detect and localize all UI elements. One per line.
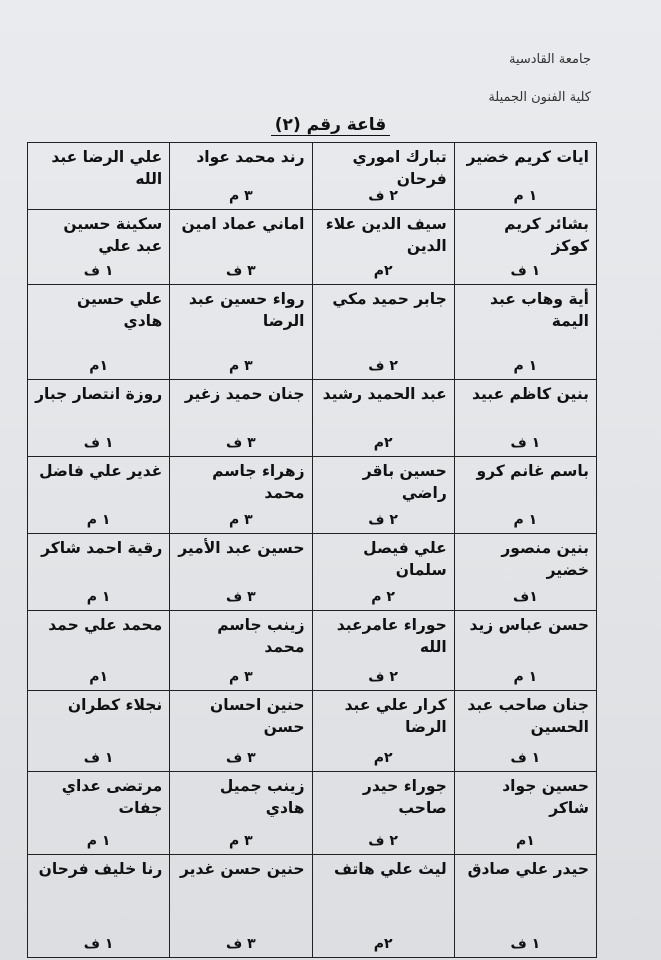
student-name: نجلاء كطران [67,696,163,714]
student-class: ١ ف [83,263,114,279]
student-class: ٣ ف [226,589,256,605]
seating-table-body [28,143,597,958]
student-name: حوراء عامرعبد الله [336,616,447,656]
student-class: ٢ ف [368,833,398,849]
student-cell [312,691,454,772]
student-name: حنين احسان حسن [210,696,305,736]
room-title [0,115,661,135]
university-name: جامعة القادسية [508,52,591,67]
student-class: ١ م [86,589,111,605]
student-cell [454,534,596,611]
room-title-text: قاعة رقم (٢) [271,115,390,136]
student-cell [454,772,596,855]
student-name: حسين باقر راضي [362,462,447,502]
student-cell [170,611,312,691]
student-class: ٣ ف [226,936,256,952]
student-class: ٢ ف [368,512,398,528]
student-cell [312,611,454,691]
student-name: جنان حميد زغير [184,385,305,403]
student-cell [312,855,454,958]
student-class: ١م [515,833,535,849]
student-name: ايات كريم خضير [466,148,589,166]
student-class: ٢ ف [368,358,398,374]
student-class: ٢ م [371,589,395,605]
student-cell [454,285,596,380]
student-class: ١ م [513,669,538,685]
student-cell [28,855,170,958]
student-cell [312,534,454,611]
student-cell [454,380,596,457]
student-name: روزة انتصار جبار [35,385,163,403]
student-class: ٢م [373,435,393,451]
student-name: حسين جواد شاكر [502,777,589,817]
student-class: ٢م [373,936,393,952]
student-name: سكينة حسين عبد علي [63,215,163,255]
student-class: ٣ ف [226,435,256,451]
student-cell [312,285,454,380]
student-class: ٢م [373,263,393,279]
student-cell [28,534,170,611]
student-cell [170,855,312,958]
table-row [28,210,597,285]
table-row [28,691,597,772]
student-cell [312,210,454,285]
student-cell [170,210,312,285]
student-name: حسن عباس زيد [469,616,589,634]
student-name: ليث علي هاتف [333,860,447,878]
student-cell [170,691,312,772]
student-class: ٣ ف [226,750,256,766]
student-name: تبارك اموري فرحان [352,148,447,188]
student-cell [28,143,170,210]
student-cell [28,210,170,285]
student-name: حسين عبد الأمير [178,539,305,557]
student-class: ١ م [513,512,538,528]
student-name: حيدر علي صادق [467,860,589,878]
student-name: زينب جاسم محمد [217,616,305,656]
student-name: علي فيصل سلمان [363,539,447,579]
student-cell [312,380,454,457]
student-name: رواء حسين عبد الرضا [188,290,305,330]
table-row [28,285,597,380]
student-class: ٢ ف [368,188,398,204]
seating-table [27,142,597,958]
student-class: ١ م [86,512,111,528]
student-cell [312,772,454,855]
student-name: مرتضى عداي جفات [61,777,163,817]
student-name: جنان صاحب عبد الحسين [467,696,589,736]
student-class: ٣ م [229,358,253,374]
student-class: ١ م [513,358,538,374]
student-name: اماني عماد امين [181,215,305,233]
student-cell [170,457,312,534]
student-cell [28,380,170,457]
student-class: ٢م [373,750,393,766]
table-row [28,143,597,210]
college-name: كلية الفنون الجميلة [488,90,591,105]
student-cell [454,457,596,534]
student-class: ١ ف [83,936,114,952]
student-name: بشائر كريم كوكز [504,215,589,255]
student-name: علي حسين هادي [77,290,163,330]
student-name: سيف الدين علاء الدين [325,215,447,255]
student-cell [170,772,312,855]
table-row [28,611,597,691]
table-row [28,380,597,457]
student-class: ٣ ف [226,263,256,279]
table-row [28,534,597,611]
student-name: بنين كاظم عبيد [472,385,589,403]
table-row [28,855,597,958]
student-cell [170,380,312,457]
student-cell [454,611,596,691]
student-class: ١م [89,358,109,374]
student-name: زهراء جاسم محمد [212,462,305,502]
student-class: ١ ف [510,435,541,451]
student-class: ٣ م [229,188,253,204]
student-name: رقية احمد شاكر [41,539,163,557]
student-cell [454,691,596,772]
student-name: محمد علي حمد [48,616,163,634]
student-cell [312,143,454,210]
student-cell [454,143,596,210]
student-name: حنين حسن غدير [180,860,305,878]
student-class: ١ ف [83,750,114,766]
student-class: ١ف [512,589,538,605]
table-row [28,457,597,534]
student-class: ١ ف [83,435,114,451]
student-name: جابر حميد مكي [332,290,447,308]
student-name: باسم غانم كرو [476,462,589,480]
student-class: ١ ف [510,936,541,952]
student-cell [28,691,170,772]
student-name: عبد الحميد رشيد [322,385,447,403]
student-cell [454,210,596,285]
student-cell [28,772,170,855]
student-name: علي الرضا عبد الله [51,148,163,188]
student-name: زينب جميل هادي [219,777,305,817]
student-class: ٣ م [229,669,253,685]
student-cell [170,143,312,210]
student-class: ٣ م [229,833,253,849]
student-name: جوراء حيدر صاحب [362,777,447,817]
student-cell [28,285,170,380]
student-name: كرار علي عبد الرضا [344,696,447,736]
student-class: ١ ف [510,750,541,766]
student-class: ١م [89,669,109,685]
student-cell [170,285,312,380]
student-cell [28,611,170,691]
student-name: رنا خليف فرحان [38,860,163,878]
student-class: ١ م [86,833,111,849]
student-class: ١ ف [510,263,541,279]
student-cell [454,855,596,958]
student-name: رند محمد عواد [196,148,305,166]
student-cell [170,534,312,611]
student-cell [28,457,170,534]
student-name: غدير علي فاضل [39,462,163,480]
table-row [28,772,597,855]
student-class: ١ م [513,188,538,204]
student-name: أية وهاب عبد اليمة [490,290,589,330]
student-cell [312,457,454,534]
student-class: ٢ ف [368,669,398,685]
student-name: بنين منصور خضير [501,539,589,579]
student-class: ٣ م [229,512,253,528]
